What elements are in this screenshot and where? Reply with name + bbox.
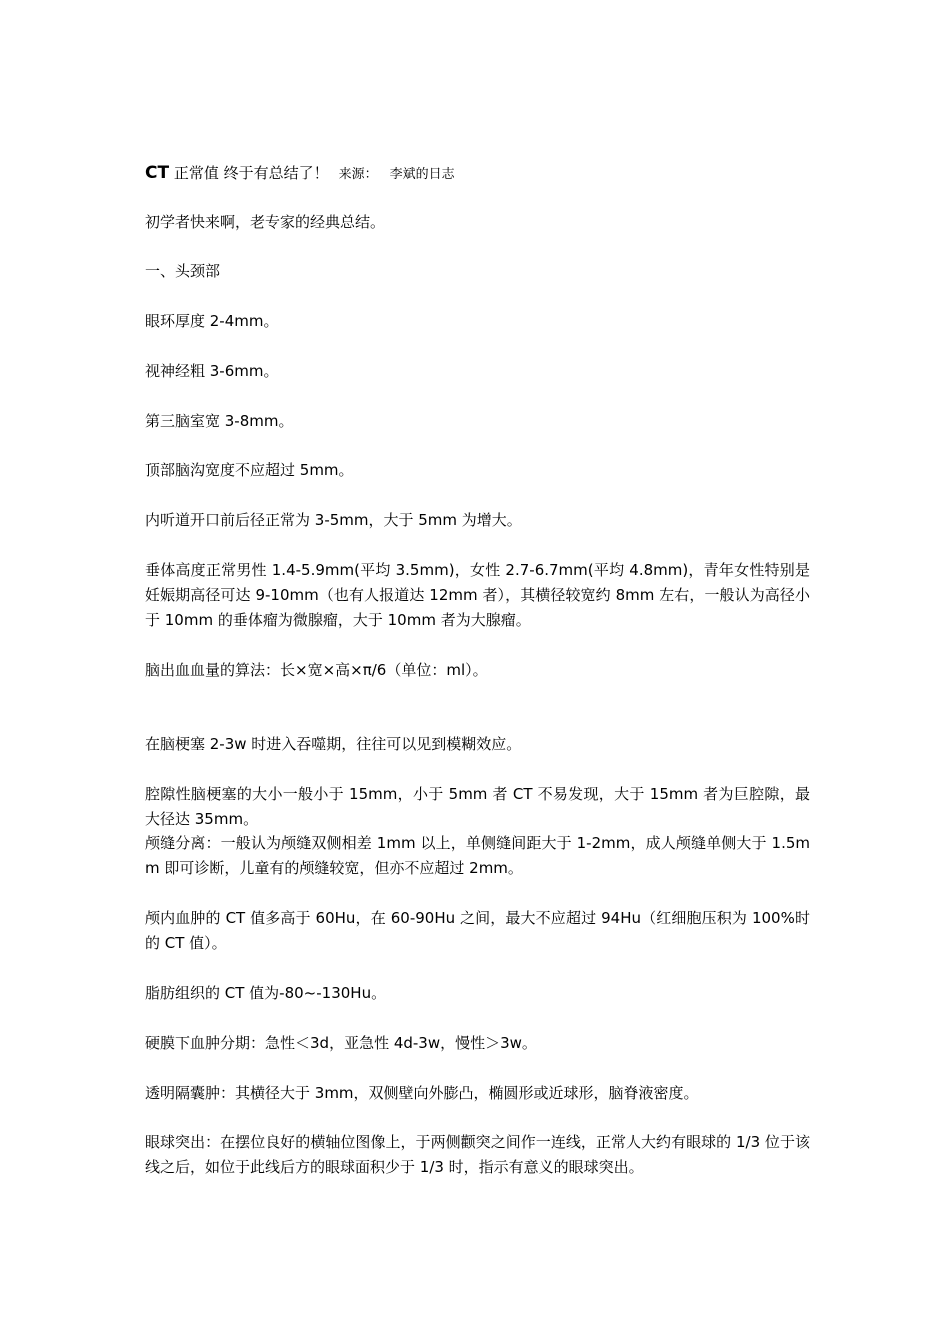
paragraph-third-ventricle: 第三脑室宽 3-8mm。 (145, 412, 294, 430)
title-source-label: 来源： (338, 167, 378, 182)
document-title (145, 160, 455, 188)
paragraph-internal-auditory-canal: 内听道开口前后径正常为 3-5mm，大于 5mm 为增大。 (145, 511, 522, 529)
paragraph-eye-ring: 眼环厚度 2-4mm。 (145, 312, 279, 330)
paragraph-pituitary: 垂体高度正常男性 1.4-5.9mm(平均 3.5mm)，女性 2.7-6.7mm(平均 4.8mm)，青年女性特别是妊娠期高径可达 9-10mm（也有人报道达 12mm 者），其横径较宽约 8mm 左右，一般认为高径小于 10mm 的垂体瘤为微腺瘤，大于 10mm 者为大腺瘤。 (145, 561, 810, 629)
paragraph-intro: 初学者快来啊，老专家的经典总结。 (145, 213, 386, 231)
title-source-name: 李斌的日志 (389, 167, 455, 182)
paragraph-infarct-phagocytosis: 在脑梗塞 2-3w 时进入吞噬期，往往可以见到模糊效应。 (145, 735, 522, 753)
paragraph-septum-cyst: 透明隔囊肿：其横径大于 3mm，双侧壁向外膨凸，椭圆形或近球形，脑脊液密度。 (145, 1084, 699, 1102)
paragraph-suture-separation: 颅缝分离：一般认为颅缝双侧相差 1mm 以上，单侧缝间距大于 1-2mm，成人颅缝单侧大于 1.5mm 即可诊断，儿童有的颅缝较宽，但亦不应超过 2mm。 (145, 834, 810, 877)
paragraph-sulcus: 顶部脑沟宽度不应超过 5mm。 (145, 461, 354, 479)
paragraph-exophthalmos: 眼球突出：在摆位良好的横轴位图像上，于两侧颧突之间作一连线，正常人大约有眼球的 1/3 位于该线之后，如位于此线后方的眼球面积少于 1/3 时，指示有意义的眼球突出。 (145, 1133, 810, 1176)
paragraph-optic-nerve: 视神经粗 3-6mm。 (145, 362, 279, 380)
section-heading-head-neck: 一、头颈部 (145, 262, 221, 280)
title-ct: CT (145, 163, 170, 183)
paragraph-lacunar-infarct: 腔隙性脑梗塞的大小一般小于 15mm，小于 5mm 者 CT 不易发现，大于 15mm 者为巨腔隙，最大径达 35mm。 (145, 785, 810, 828)
paragraph-subdural-hematoma: 硬膜下血肿分期：急性＜3d，亚急性 4d-3w，慢性＞3w。 (145, 1034, 537, 1052)
title-main: 正常值 终于有总结了！ (169, 164, 329, 182)
paragraph-fat-ct-value: 脂肪组织的 CT 值为-80~-130Hu。 (145, 984, 387, 1002)
paragraph-hemorrhage-volume: 脑出血血量的算法：长×宽×高×π/6（单位：ml）。 (145, 661, 488, 679)
paragraph-intracranial-hematoma: 颅内血肿的 CT 值多高于 60Hu，在 60-90Hu 之间，最大不应超过 94Hu（红细胞压积为 100%时的 CT 值）。 (145, 909, 810, 952)
